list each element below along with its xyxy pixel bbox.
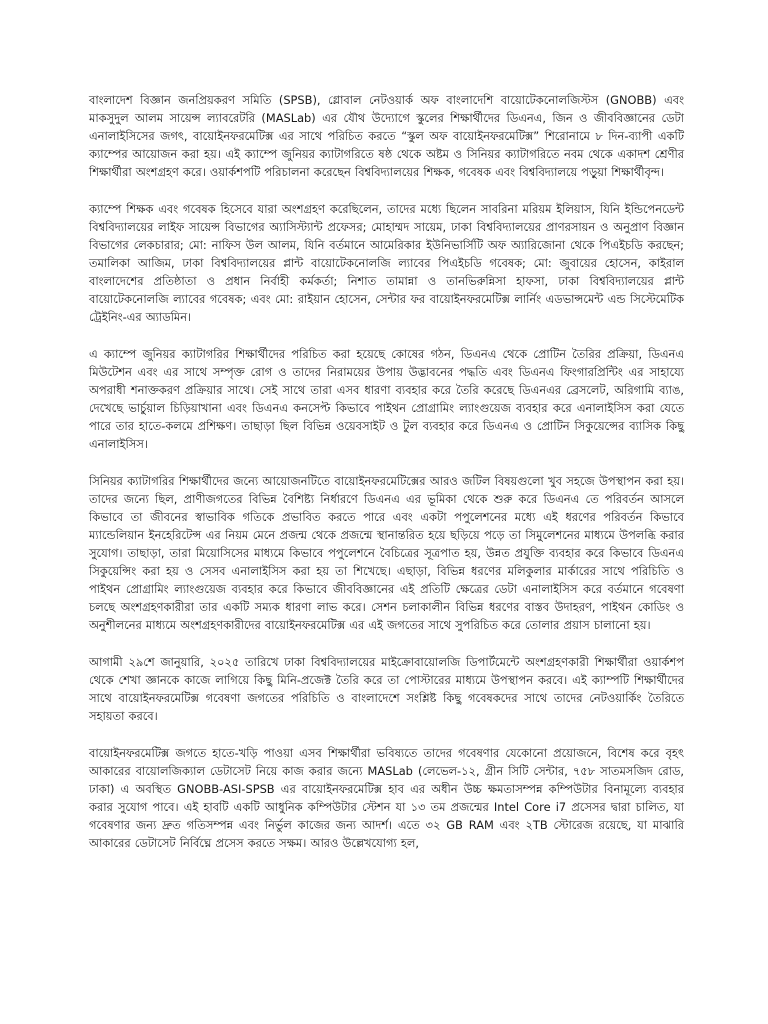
paragraph-poster-presentation: আগামী ২৯শে জানুয়ারি, ২০২৫ তারিখে ঢাকা বিশ্ববিদ্যালয়ের মাইক্রোবায়োলজি ডিপার্টমেন্টে অংশগ্রহণকারী শিক্ষার্থীরা ওয়ার্কশপ থেকে শেখা জ্ঞানকে কাজে লাগিয়ে কিছু মিনি-প্রজেক্ট তৈরি করে তা পোস্টারের মাধ্যমে উপস্থাপন করবে। এই ক্যাম্পটি শিক্ষার্থীদের সাথে বায়োইনফরমেটিক্স গবেষণা জগতের পরিচিতি ও বাংলাদেশে সংশ্লিষ্ট কিছু গবেষকদের সাথে তাদের নেটওয়ার্কিং তৈরিতে সহায়তা করবে। — [89, 655, 684, 723]
paragraph-senior-category: সিনিয়র ক্যাটাগরির শিক্ষার্থীদের জন্যে আয়োজনটিতে বায়োইনফরমেটিক্সের আরও জটিল বিষয়গুলো খুব সহজে উপস্থাপন করা হয়। তাদের জন্যে ছিল, প্রাণীজগতের বিভিন্ন বৈশিষ্ট্য নির্ধারণে ডিএনএ এর ভূমিকা থেকে শুরু করে ডিএনএ তে পরিবর্তন আসলে কিভাবে তা জীবনের স্বাভাবিক গতিকে প্রভাবিত করতে পারে এবং একটা পপুলেশনের মধ্যে এই ধরণের পরিবর্তন কিভাবে ম্যান্ডেলিয়ান ইনহেরিটেন্স এর নিয়ম মেনে প্রজন্ম থেকে প্রজন্মে স্থানান্তরিত হয়ে ছড়িয়ে পড়ে তা সিমুলেশনের মাধ্যমে উপলব্ধি করার সুযোগ। তাছাড়া, তারা মিয়োসিসের মাধ্যমে কিভাবে পপুলেশনে বৈচিত্রের সূত্রপাত হয়, উন্নত প্রযুক্তি ব্যবহার করে কিভাবে ডিএনএ সিকুয়েন্সিং করা হয় ও সেসব এনালাইসিস করা হয় তা শিখেছে। এছাড়া, বিভিন্ন ধরণের মলিকুলার মার্কারের সাথে পরিচিতি ও পাইথন প্রোগ্রামিং ল্যাংগুয়েজ ব্যবহার করে কিভাবে জীববিজ্ঞানের এই প্রতিটি ক্ষেত্রের ডেটা এনালাইসিস করে বর্তমানে গবেষণা চলছে অংশগ্রহণকারীরা তার একটি সম্যক ধারণা লাভ করে। সেশন চলাকালীন বিভিন্ন ধরণের বাস্তব উদাহরণ, পাইথন কোডিং ও অনুশীলনের মাধ্যমে অংশগ্রহণকারীদের বায়োইনফরমেটিক্স এর এই জগতের সাথে সুপরিচিত করে তোলার প্রয়াস চালানো হয়। — [89, 474, 684, 632]
paragraph-junior-category: এ ক্যাম্পে জুনিয়র ক্যাটাগরির শিক্ষার্থীদের পরিচিত করা হয়েছে কোষের গঠন, ডিএনএ থেকে প্রোটিন তৈরির প্রক্রিয়া, ডিএনএ মিউটেশন এবং এর সাথে সম্পৃক্ত রোগ ও তাদের নিরাময়ের উপায় উদ্ভাবনের পদ্ধতি এবং ডিএনএ ফিংগারপ্রিন্টিং এর সাহায্যে অপরাধী শনাক্তকরণ প্রক্রিয়ার সাথে। সেই সাথে তারা এসব ধারণা ব্যবহার করে তৈরি করেছে ডিএনএর ব্রেসলেট, অরিগামি ব্যাঙ, দেখেছে ভার্চুয়াল চিড়িয়াখানা এবং ডিএনএ কনসেপ্ট কিভাবে পাইথন প্রোগ্রামিং ল্যাংগুয়েজ ব্যবহার করে এনালাইসিস করা যেতে পারে তার হাতে-কলমে প্রশিক্ষণ। তাছাড়া ছিল বিভিন্ন ওয়েবসাইট ও টুল ব্যবহার করে ডিএনএ ও প্রোটিন সিকুয়েন্সের ব্যাসিক কিছু এনালাইসিস। — [89, 347, 684, 451]
paragraph-intro: বাংলাদেশ বিজ্ঞান জনপ্রিয়করণ সমিতি (SPSB), গ্লোবাল নেটওয়ার্ক অফ বাংলাদেশি বায়োটেকনোলজিস্টস (GNOBB) এবং মাকসুদুল আলম সায়েন্স ল্যাবরেটরি (MASLab) এর যৌথ উদ্যোগে স্কুলের শিক্ষার্থীদের ডিএনএ, জিন ও জীববিজ্ঞানের ডেটা এনালাইসিসের জগৎ, বায়োইনফরমেটিক্স এর সাথে পরিচিত করতে “স্কুল অফ বায়োইনফরমেটিক্স” শিরোনামে ৮ দিন-ব্যাপী একটি ক্যাম্পের আয়োজন করা হয়। এই ক্যাম্পে জুনিয়র ক্যাটাগরিতে ষষ্ঠ থেকে অষ্টম ও সিনিয়র ক্যাটাগরিতে নবম থেকে একাদশ শ্রেণীর শিক্ষার্থীরা অংশগ্রহণ করে। ওয়ার্কশপটি পরিচালনা করেছেন বিশ্ববিদ্যালয়ের শিক্ষক, গবেষক এবং বিশ্ববিদ্যালয়ে পড়ুয়া শিক্ষার্থীবৃন্দ। — [89, 93, 684, 179]
paragraph-bioinformatics-hub: বায়োইনফরমেটিক্স জগতে হাতে-খড়ি পাওয়া এসব শিক্ষার্থীরা ভবিষ্যতে তাদের গবেষণার যেকোনো প্রয়োজনে, বিশেষ করে বৃহৎ আকারের বায়োলজিক্যাল ডেটাসেট নিয়ে কাজ করার জন্যে MASLab (লেভেল-১২, গ্রীন সিটি সেন্টার, ৭৫৮ সাতমসজিদ রোড, ঢাকা) এ অবস্থিত GNOBB-ASI-SPSB এর বায়োইনফরমেটিক্স হাব এর অধীন উচ্চ ক্ষমতাসম্পন্ন কম্পিউটার বিনামূল্যে ব্যবহার করার সুযোগ পাবে। এই হাবটি একটি আধুনিক কম্পিউটার স্টেশন যা ১৩ তম প্রজন্মের Intel Core i7 প্রসেসর দ্বারা চালিত, যা গবেষণার জন্য দ্রুত গতিসম্পন্ন এবং নির্ভুল কাজের জন্য আদর্শ। এতে ৩২ GB RAM এবং ২TB স্টোরেজ রয়েছে, যা মাঝারি আকারের ডেটাসেট নির্বিঘ্নে প্রসেস করতে সক্ষম। আরও উল্লেখযোগ্য হল, — [89, 746, 684, 850]
paragraph-instructors: ক্যাম্পে শিক্ষক এবং গবেষক হিসেবে যারা অংশগ্রহণ করেছিলেন, তাদের মধ্যে ছিলেন সাবরিনা মরিয়ম ইলিয়াস, যিনি ইন্ডিপেনডেন্ট বিশ্ববিদ্যালয়ের লাইফ সায়েন্স বিভাগের অ্যাসিস্ট্যান্ট প্রফেসর; মোহাম্মদ সায়েম, ঢাকা বিশ্ববিদ্যালয়ের প্রাণরসায়ন ও অনুপ্রাণ বিজ্ঞান বিভাগের লেকচারার; মো: নাফিস উল আলম, যিনি বর্তমানে আমেরিকার ইউনিভার্সিটি অফ অ্যারিজোনা থেকে পিএইচডি করছেন; তমালিকা আজিম, ঢাকা বিশ্ববিদ্যালয়ের প্লান্ট বায়োটেকনোলজি ল্যাবের পিএইচডি গবেষক; মো: জুবায়ের হোসেন, কাইরাল বাংলাদেশের প্রতিষ্ঠাতা ও প্রধান নির্বাহী কর্মকর্তা; নিশাত তামান্না ও তানভিরুন্নিসা হাফসা, ঢাকা বিশ্ববিদ্যালয়ের প্লান্ট বায়োটেকনোলজি ল্যাবের গবেষক; এবং মো: রাইয়ান হোসেন, সেন্টার ফর বায়োইনফরমেটিক্স লার্নিং এডভান্সমেন্ট এন্ড সিস্টেমেটিক ট্রেইনিং-এর অ্যাডমিন। — [89, 202, 684, 324]
